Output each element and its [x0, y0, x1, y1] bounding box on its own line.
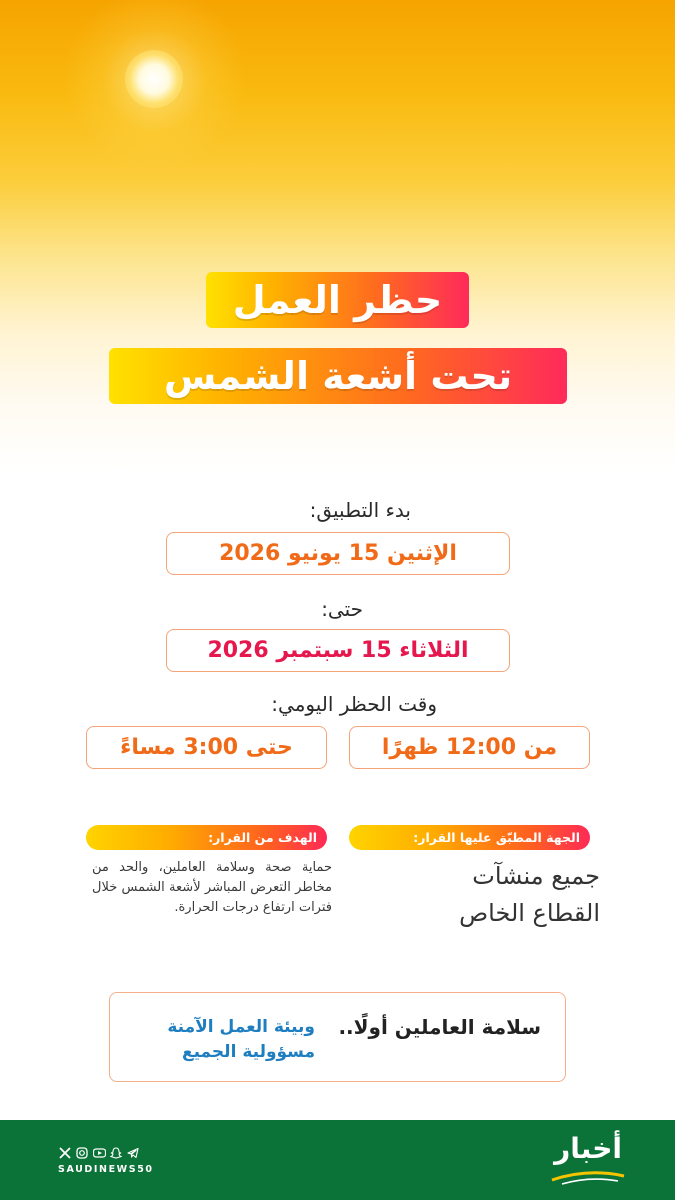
telegram-icon[interactable] [126, 1146, 140, 1160]
daily-label: وقت الحظر اليومي: [271, 692, 437, 716]
slogan-secondary [167, 1015, 315, 1065]
saudinews-logo [548, 1132, 628, 1188]
scope-line-1: جميع منشآت [472, 862, 600, 890]
logo-text: أخبار [554, 1132, 622, 1165]
social-icons [58, 1146, 140, 1160]
title-line-1: حظر العمل [206, 272, 469, 328]
slogan-secondary-line-2: مسؤولية الجميع [181, 1042, 315, 1062]
x-icon[interactable] [58, 1146, 72, 1160]
end-label: حتى: [321, 597, 363, 621]
slogan-secondary-line-1: وبيئة العمل الآمنة [167, 1017, 315, 1037]
scope-text [400, 858, 600, 932]
slogan-box [109, 992, 566, 1082]
goal-tag: الهدف من القرار: [86, 825, 327, 850]
instagram-icon[interactable] [75, 1146, 89, 1160]
scope-tag: الجهة المطبّق عليها القرار: [349, 825, 590, 850]
social-handle: SAUDINEWS50 [58, 1164, 154, 1175]
start-date: الإثنين 15 يونيو 2026 [166, 532, 510, 575]
goal-text: حماية صحة وسلامة العاملين، والحد من مخاطر التعرض المباشر لأشعة الشمس خلال فترات ارتفاع درجات الحرارة. [92, 860, 332, 915]
start-label: بدء التطبيق: [309, 498, 411, 522]
sun-icon [125, 50, 183, 108]
daily-to: حتى 3:00 مساءً [86, 726, 327, 769]
title-line-2: تحت أشعة الشمس [109, 348, 567, 404]
snapchat-icon[interactable] [109, 1146, 123, 1160]
end-date: الثلاثاء 15 سبتمبر 2026 [166, 629, 510, 672]
youtube-icon[interactable] [92, 1146, 106, 1160]
slogan-primary: سلامة العاملين أولًا.. [338, 1015, 541, 1039]
scope-line-2: القطاع الخاص [459, 899, 600, 927]
daily-from: من 12:00 ظهرًا [349, 726, 590, 769]
